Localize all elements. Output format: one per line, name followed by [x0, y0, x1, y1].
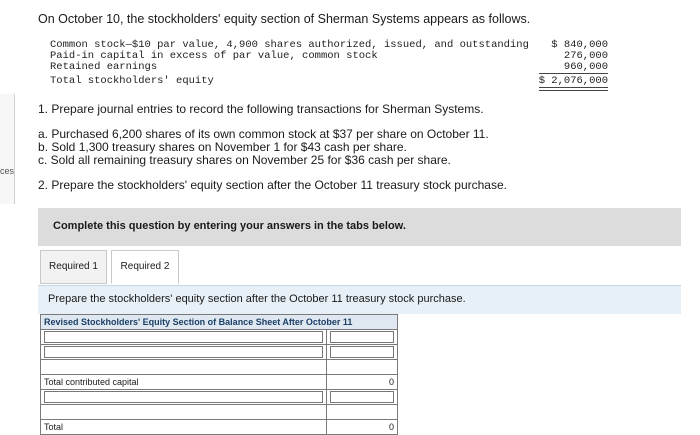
equity-row-value: 960,000 [563, 61, 608, 73]
amount-input[interactable] [330, 331, 394, 343]
table-row [41, 360, 398, 375]
tab-instruction-text: Prepare the stockholders' equity section after the October 11 treasury stock purchase. [48, 293, 466, 305]
equity-values [539, 40, 608, 91]
banner-text: Complete this question by entering your answers in the tabs below. [53, 220, 406, 232]
equity-labels [50, 40, 529, 87]
tab-required-1[interactable]: Required 1 [40, 250, 107, 284]
total-double-rule [539, 87, 608, 91]
left-side-panel [0, 94, 15, 204]
amount-cell [327, 405, 398, 420]
table-row [41, 420, 398, 435]
amount-input[interactable] [330, 346, 394, 358]
equity-row-label: Retained earnings [50, 61, 158, 73]
line-item-input[interactable] [44, 331, 323, 343]
table-row [41, 345, 398, 360]
tab-instruction-bar [38, 285, 681, 314]
table-row [41, 330, 398, 345]
total-value: 0 [327, 420, 398, 435]
table-title: Revised Stockholders' Equity Section of Balance Sheet After October 11 [41, 315, 398, 330]
line-item-cell[interactable] [41, 330, 327, 345]
table-row [41, 390, 398, 405]
amount-cell [327, 360, 398, 375]
question-1: 1. Prepare journal entries to record the following transactions for Sherman Systems. [38, 102, 484, 116]
problem-intro: On October 10, the stockholders' equity section of Sherman Systems appears as follows. [38, 12, 531, 26]
line-item-cell[interactable] [41, 390, 327, 405]
subtotal-rule [539, 73, 608, 74]
amount-cell[interactable] [327, 345, 398, 360]
equity-row-label: Common stock—$10 par value, 4,900 shares authorized, issued, and outstanding [50, 39, 529, 51]
total-label: Total [41, 420, 327, 435]
question-1b: b. Sold 1,300 treasury shares on November 1 for $43 cash per share. [38, 140, 407, 154]
table-row [41, 375, 398, 390]
equity-row-label: Paid-in capital in excess of par value, common stock [50, 50, 378, 62]
line-item-input[interactable] [44, 391, 323, 403]
amount-cell[interactable] [327, 330, 398, 345]
line-item-cell [41, 360, 327, 375]
total-contributed-value: 0 [327, 375, 398, 390]
instructions-banner [38, 208, 681, 246]
equity-row-value: $ 840,000 [551, 39, 608, 51]
equity-row-value: $ 2,076,000 [538, 75, 608, 87]
line-item-cell[interactable] [41, 345, 327, 360]
question-2: 2. Prepare the stockholders' equity section after the October 11 treasury stock purchase. [38, 178, 507, 192]
equity-section-table [40, 314, 398, 435]
table-header-row [41, 315, 398, 330]
question-1a: a. Purchased 6,200 shares of its own common stock at $37 per share on October 11. [38, 127, 489, 141]
line-item-cell [41, 405, 327, 420]
equity-row-value: 276,000 [563, 50, 608, 62]
tab-required-2[interactable]: Required 2 [111, 250, 179, 284]
line-item-input[interactable] [44, 346, 323, 358]
total-contributed-label: Total contributed capital [41, 375, 327, 390]
left-side-tab-text[interactable]: ces [0, 166, 15, 176]
equity-row-label: Total stockholders' equity [50, 75, 214, 87]
amount-input[interactable] [330, 391, 394, 403]
amount-cell[interactable] [327, 390, 398, 405]
question-1c: c. Sold all remaining treasury shares on November 25 for $36 cash per share. [38, 153, 451, 167]
table-row [41, 405, 398, 420]
